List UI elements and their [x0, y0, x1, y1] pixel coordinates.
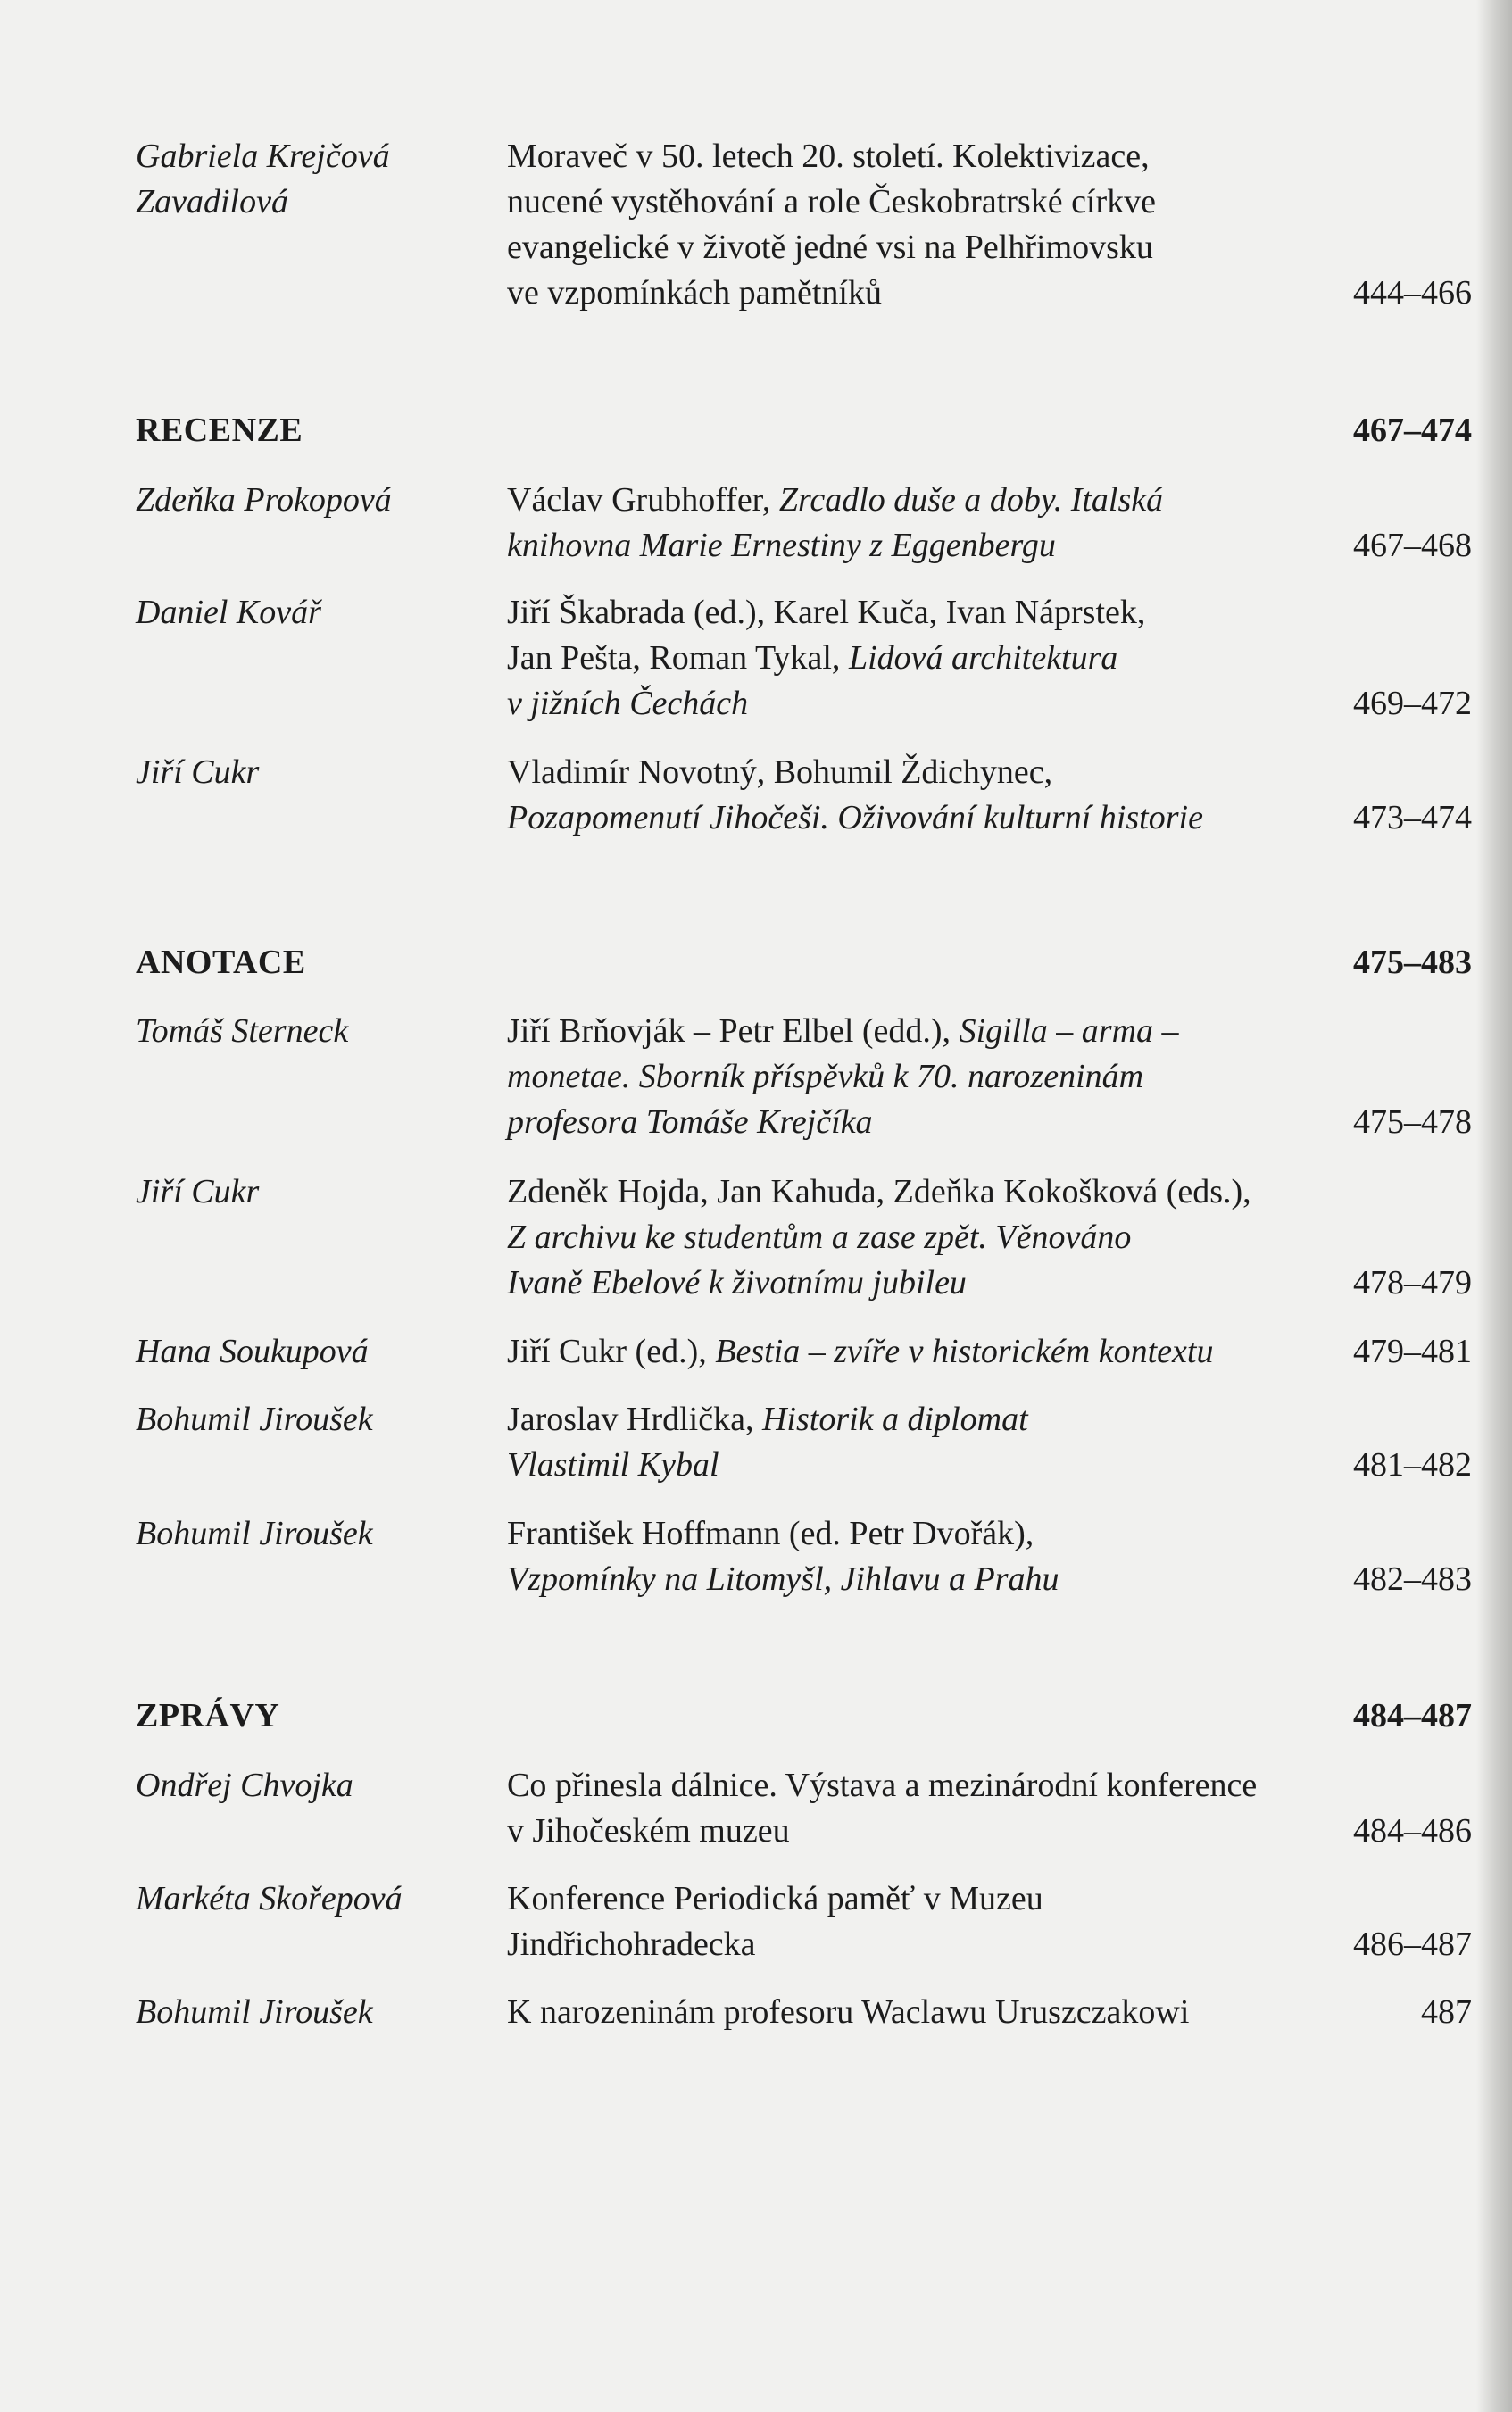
author-line: Zavadilová — [136, 183, 288, 220]
entry-title — [507, 478, 1310, 569]
entry-author: Bohumil Jiroušek — [136, 1401, 373, 1438]
section-pages-zpravy: 484–487 — [1353, 1697, 1472, 1734]
entry-author: Daniel Kovář — [136, 594, 321, 631]
title-text: K narozeninám profesoru Waclawu Uruszczakowi — [507, 1993, 1190, 2031]
title-italic: Z archivu ke studentům a zase zpět. Věnováno — [507, 1218, 1132, 1256]
author-line: Gabriela Krejčová — [136, 137, 390, 175]
title-text: Jiří Škabrada (ed.), Karel Kuča, Ivan Náprstek, — [507, 594, 1146, 631]
entry-title — [507, 1397, 1310, 1488]
entry-author: Bohumil Jiroušek — [136, 1993, 373, 2031]
entry-title — [507, 1511, 1310, 1602]
entry-pages: 467–468 — [1353, 527, 1472, 564]
title-italic: v jižních Čechách — [507, 685, 749, 722]
entry-pages: 486–487 — [1353, 1925, 1472, 1963]
title-italic: Zrcadlo duše a doby. Italská — [778, 481, 1164, 519]
entry-pages: 479–481 — [1353, 1333, 1472, 1370]
title-text: Zdeněk Hojda, Jan Kahuda, Zdeňka Kokošková (eds.), — [507, 1173, 1251, 1210]
title-italic: Pozapomenutí Jihočeši. Oživování kulturní historie — [507, 799, 1203, 836]
entry-pages: 469–472 — [1353, 685, 1472, 722]
section-heading-recenze: RECENZE — [136, 412, 303, 449]
title-text: Jiří Brňovják – Petr Elbel (edd.), — [507, 1012, 960, 1050]
title-text: v Jihočeském muzeu — [507, 1812, 790, 1850]
entry-author: Markéta Skořepová — [136, 1880, 403, 1917]
title-italic: knihovna Marie Ernestiny z Eggenbergu — [507, 527, 1056, 564]
entry-title — [507, 1009, 1310, 1145]
entry-title — [507, 750, 1310, 841]
entry-author: Bohumil Jiroušek — [136, 1515, 373, 1552]
entry-author: Ondřej Chvojka — [136, 1767, 353, 1804]
section-heading-zpravy: ZPRÁVY — [136, 1697, 280, 1734]
entry-title — [507, 134, 1310, 316]
title-text: Vladimír Novotný, Bohumil Ždichynec, — [507, 753, 1053, 791]
entry-pages: 473–474 — [1353, 799, 1472, 836]
title-line: evangelické v životě jedné vsi na Pelhřimovsku — [507, 229, 1153, 266]
entry-author: Hana Soukupová — [136, 1333, 369, 1370]
title-text: Jaroslav Hrdlička, — [507, 1401, 762, 1438]
entry-pages: 475–478 — [1353, 1103, 1472, 1141]
title-text: Jan Pešta, Roman Tykal, — [507, 639, 849, 677]
entry-title — [507, 1329, 1310, 1375]
title-text: František Hoffmann (ed. Petr Dvořák), — [507, 1515, 1034, 1552]
entry-pages: 444–466 — [1353, 274, 1472, 312]
title-italic: monetae. Sborník příspěvků k 70. narozeninám — [507, 1058, 1144, 1095]
entry-author: Zdeňka Prokopová — [136, 481, 392, 519]
section-pages-anotace: 475–483 — [1353, 944, 1472, 981]
title-italic: Ivaně Ebelové k životnímu jubileu — [507, 1264, 967, 1302]
entry-title — [507, 590, 1310, 727]
title-text: Konference Periodická paměť v Muzeu — [507, 1880, 1043, 1917]
entry-pages: 487 — [1421, 1993, 1472, 2031]
title-italic: profesora Tomáše Krejčíka — [507, 1103, 873, 1141]
entry-title — [507, 1169, 1310, 1306]
entry-pages: 484–486 — [1353, 1812, 1472, 1850]
title-text: Jiří Cukr (ed.), — [507, 1333, 716, 1370]
entry-author: Jiří Cukr — [136, 1173, 260, 1210]
title-line: ve vzpomínkách pamětníků — [507, 274, 882, 312]
entry-author: Tomáš Sterneck — [136, 1012, 349, 1050]
entry-pages: 481–482 — [1353, 1446, 1472, 1484]
title-line: Moraveč v 50. letech 20. století. Kolektivizace, — [507, 137, 1150, 175]
entry-title — [507, 1876, 1310, 1967]
entry-pages: 478–479 — [1353, 1264, 1472, 1302]
entry-author — [136, 134, 390, 225]
title-text: Jindřichohradecka — [507, 1925, 756, 1963]
title-italic: Sigilla – arma – — [959, 1012, 1179, 1050]
title-italic: Historik a diplomat — [761, 1401, 1028, 1438]
title-italic: Vlastimil Kybal — [507, 1446, 719, 1484]
title-italic: Lidová architektura — [848, 639, 1118, 677]
entry-title — [507, 1763, 1310, 1854]
entry-author: Jiří Cukr — [136, 753, 260, 791]
entry-pages: 482–483 — [1353, 1560, 1472, 1598]
title-line: nucené vystěhování a role Českobratrské církve — [507, 183, 1157, 220]
title-text: Co přinesla dálnice. Výstava a mezinárodní konference — [507, 1767, 1258, 1804]
section-pages-recenze: 467–474 — [1353, 412, 1472, 449]
title-text: Václav Grubhoffer, — [507, 481, 779, 519]
title-italic: Bestia – zvíře v historickém kontextu — [715, 1333, 1214, 1370]
title-italic: Vzpomínky na Litomyšl, Jihlavu a Prahu — [507, 1560, 1059, 1598]
section-heading-anotace: ANOTACE — [136, 944, 306, 981]
entry-title — [507, 1990, 1310, 2035]
